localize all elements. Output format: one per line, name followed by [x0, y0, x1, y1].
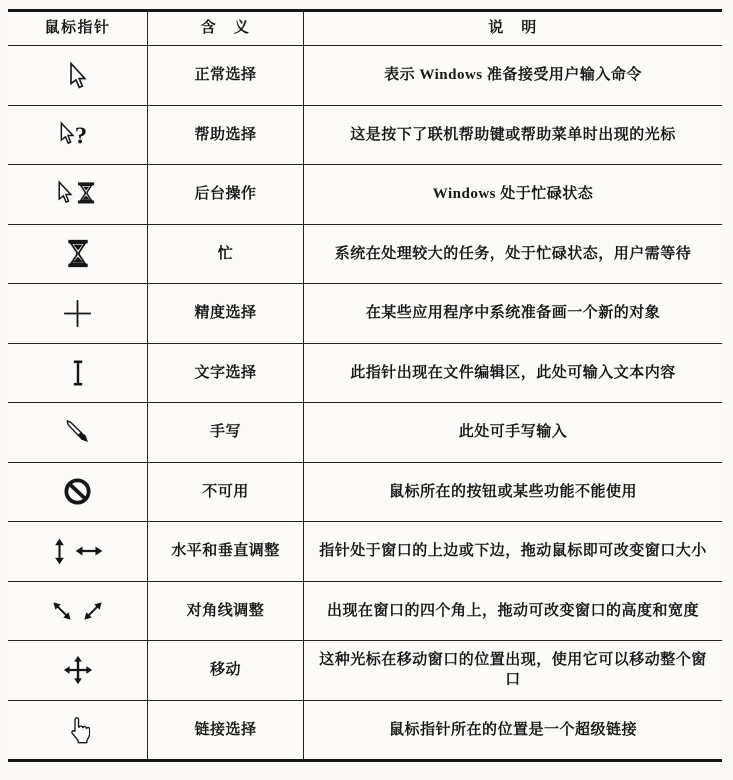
help-select-icon [58, 121, 97, 149]
description-cell: 指针处于窗口的上边或下边，拖动鼠标即可改变窗口大小 [319, 543, 707, 560]
nesw-resize-icon [82, 600, 104, 622]
table-row [8, 462, 722, 522]
pointer-icon-cell [8, 225, 148, 284]
meaning-cell: 帮助选择 [148, 106, 304, 165]
pointer-icon-cell [8, 403, 148, 462]
pointer-icon-cell [8, 284, 148, 343]
meaning-cell: 手写 [148, 403, 304, 462]
description-cell: Windows 处于忙碌状态 [432, 186, 594, 203]
mouse-pointer-table [8, 9, 722, 762]
crosshair-icon [63, 299, 92, 328]
pointer-icon-cell [8, 641, 148, 700]
meaning-cell: 水平和垂直调整 [148, 522, 304, 581]
table-header-row [8, 12, 722, 45]
meaning-cell: 移动 [148, 641, 304, 700]
table-row [8, 640, 722, 700]
background-busy-icon [56, 180, 99, 208]
meaning-cell: 不可用 [148, 463, 304, 522]
description-cell: 这是按下了联机帮助键或帮助菜单时出现的光标 [350, 126, 676, 143]
no-sign-icon [63, 477, 92, 506]
table-row [8, 283, 722, 343]
table-row [8, 45, 722, 105]
table-row [8, 581, 722, 641]
meaning-cell: 链接选择 [148, 701, 304, 760]
description-cell: 表示 Windows 准备接受用户输入命令 [384, 67, 642, 84]
description-cell: 鼠标指针所在的位置是一个超级链接 [388, 721, 637, 738]
table-row [8, 700, 722, 760]
v-resize-icon [53, 538, 66, 565]
h-resize-icon [75, 544, 103, 558]
meaning-cell: 忙 [148, 225, 304, 284]
column-header-description: 说 明 [488, 20, 538, 37]
table-body [8, 45, 722, 759]
pointer-icon-cell [8, 106, 148, 165]
meaning-cell: 精度选择 [148, 284, 304, 343]
pen-icon [65, 419, 91, 445]
pointer-icon-cell [8, 582, 148, 641]
hourglass-icon [67, 239, 89, 268]
column-header-pointer: 鼠标指针 [8, 12, 148, 45]
table-row [8, 224, 722, 284]
table-row [8, 521, 722, 581]
pointer-icon-cell [8, 522, 148, 581]
table-row [8, 343, 722, 403]
hand-icon [65, 715, 90, 744]
meaning-cell: 文字选择 [148, 344, 304, 403]
pointer-icon-cell [8, 344, 148, 403]
table-row [8, 164, 722, 224]
table-row [8, 402, 722, 462]
meaning-cell: 后台操作 [148, 165, 304, 224]
column-header-meaning: 含 义 [148, 12, 304, 45]
move-icon [63, 655, 93, 685]
ibeam-icon [71, 360, 85, 386]
description-cell: 此指针出现在文件编辑区，此处可输入文本内容 [350, 364, 676, 381]
description-cell: 鼠标所在的按钮或某些功能不能使用 [388, 483, 637, 500]
pointer-icon-cell [8, 701, 148, 760]
description-cell: 此处可手写输入 [458, 424, 568, 441]
pointer-icon-cell [8, 165, 148, 224]
nwse-resize-icon [51, 600, 73, 622]
description-cell: 这种光标在移动窗口的位置出现，使用它可以移动整个窗口 [319, 652, 707, 689]
table-row [8, 105, 722, 165]
arrow-pointer-icon [66, 62, 90, 89]
description-cell: 系统在处理较大的任务，处于忙碌状态，用户需等待 [334, 245, 692, 262]
meaning-cell: 正常选择 [148, 46, 304, 105]
description-cell: 出现在窗口的四个角上，拖动可改变窗口的高度和宽度 [326, 602, 699, 619]
pointer-icon-cell [8, 463, 148, 522]
pointer-icon-cell [8, 46, 148, 105]
meaning-cell: 对角线调整 [148, 582, 304, 641]
description-cell: 在某些应用程序中系统准备画一个新的对象 [365, 305, 661, 322]
